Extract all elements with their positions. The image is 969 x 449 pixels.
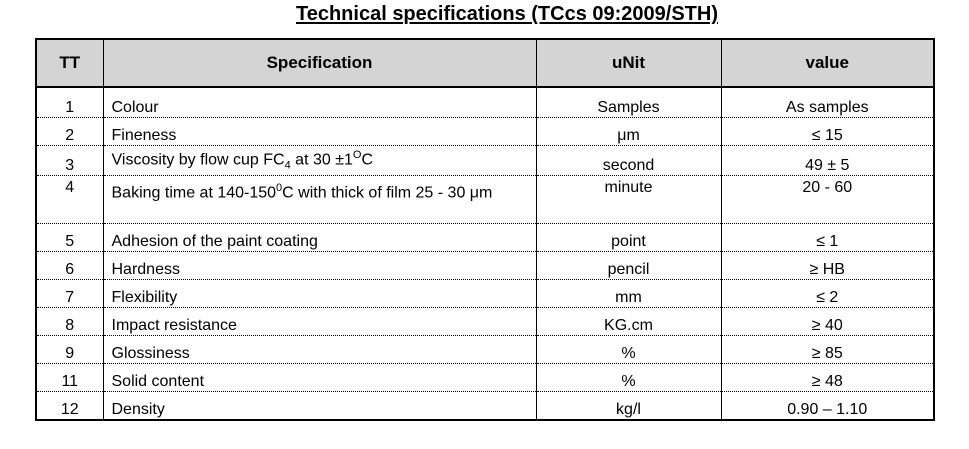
- cell-unit: %: [536, 363, 721, 391]
- cell-tt: 9: [36, 335, 103, 363]
- cell-tt: 4: [36, 175, 103, 223]
- cell-spec: Density: [103, 391, 536, 420]
- cell-unit: second: [536, 146, 721, 176]
- cell-spec: Impact resistance: [103, 307, 536, 335]
- cell-value: ≥ HB: [721, 251, 934, 279]
- spec-text: Viscosity by flow cup FC: [111, 151, 285, 169]
- cell-spec: Glossiness: [103, 335, 536, 363]
- cell-spec: [103, 146, 536, 176]
- cell-tt: 3: [36, 146, 103, 176]
- cell-tt: 1: [36, 90, 103, 118]
- cell-spec: Colour: [103, 90, 536, 118]
- cell-tt: 6: [36, 251, 103, 279]
- cell-unit: %: [536, 335, 721, 363]
- table-row: [36, 391, 934, 420]
- cell-unit: μm: [536, 118, 721, 146]
- cell-spec: [103, 175, 536, 223]
- cell-value: 49 ± 5: [721, 146, 934, 176]
- table-row: [36, 118, 934, 146]
- header-tt: TT: [36, 39, 103, 87]
- cell-tt: 8: [36, 307, 103, 335]
- cell-unit: mm: [536, 279, 721, 307]
- page-title: Technical specifications (TCcs 09:2009/STH): [295, 3, 718, 25]
- cell-value: ≤ 15: [721, 118, 934, 146]
- cell-value: ≤ 1: [721, 223, 934, 251]
- spec-text: Baking time at 140-150: [111, 183, 277, 201]
- table-header-row: [36, 39, 934, 87]
- table-row: [36, 335, 934, 363]
- table-row: [36, 146, 934, 176]
- cell-tt: 7: [36, 279, 103, 307]
- table-row: [36, 251, 934, 279]
- cell-spec: Flexibility: [103, 279, 536, 307]
- cell-unit: minute: [536, 175, 721, 223]
- table-row: [36, 279, 934, 307]
- cell-spec: Hardness: [103, 251, 536, 279]
- cell-unit: point: [536, 223, 721, 251]
- table-row: [36, 223, 934, 251]
- cell-spec: Fineness: [103, 118, 536, 146]
- cell-value: 20 - 60: [721, 175, 934, 223]
- header-unit: uNit: [536, 39, 721, 87]
- cell-value: ≤ 2: [721, 279, 934, 307]
- spec-text: C with thick of film 25 - 30 μm: [282, 183, 493, 201]
- cell-tt: 11: [36, 363, 103, 391]
- cell-value: As samples: [721, 90, 934, 118]
- header-value: value: [721, 39, 934, 87]
- cell-unit: kg/l: [536, 391, 721, 420]
- table-row: [36, 307, 934, 335]
- cell-tt: 5: [36, 223, 103, 251]
- spec-text: C: [361, 151, 373, 169]
- table-row: [36, 90, 934, 118]
- spec-text: at 30 ±1: [290, 151, 353, 169]
- cell-spec: Adhesion of the paint coating: [103, 223, 536, 251]
- spec-superscript: O: [352, 149, 362, 161]
- cell-unit: pencil: [536, 251, 721, 279]
- cell-unit: KG.cm: [536, 307, 721, 335]
- cell-tt: 2: [36, 118, 103, 146]
- cell-value: 0.90 – 1.10: [721, 391, 934, 420]
- cell-value: ≥ 85: [721, 335, 934, 363]
- cell-spec: Solid content: [103, 363, 536, 391]
- specifications-table: [35, 38, 935, 421]
- cell-value: ≥ 40: [721, 307, 934, 335]
- cell-unit: Samples: [536, 90, 721, 118]
- spec-superscript: 0: [276, 181, 283, 194]
- header-specification: Specification: [103, 39, 536, 87]
- spec-subscript: 4: [284, 159, 291, 172]
- cell-tt: 12: [36, 391, 103, 420]
- cell-value: ≥ 48: [721, 363, 934, 391]
- table-row: [36, 363, 934, 391]
- table-row: [36, 175, 934, 223]
